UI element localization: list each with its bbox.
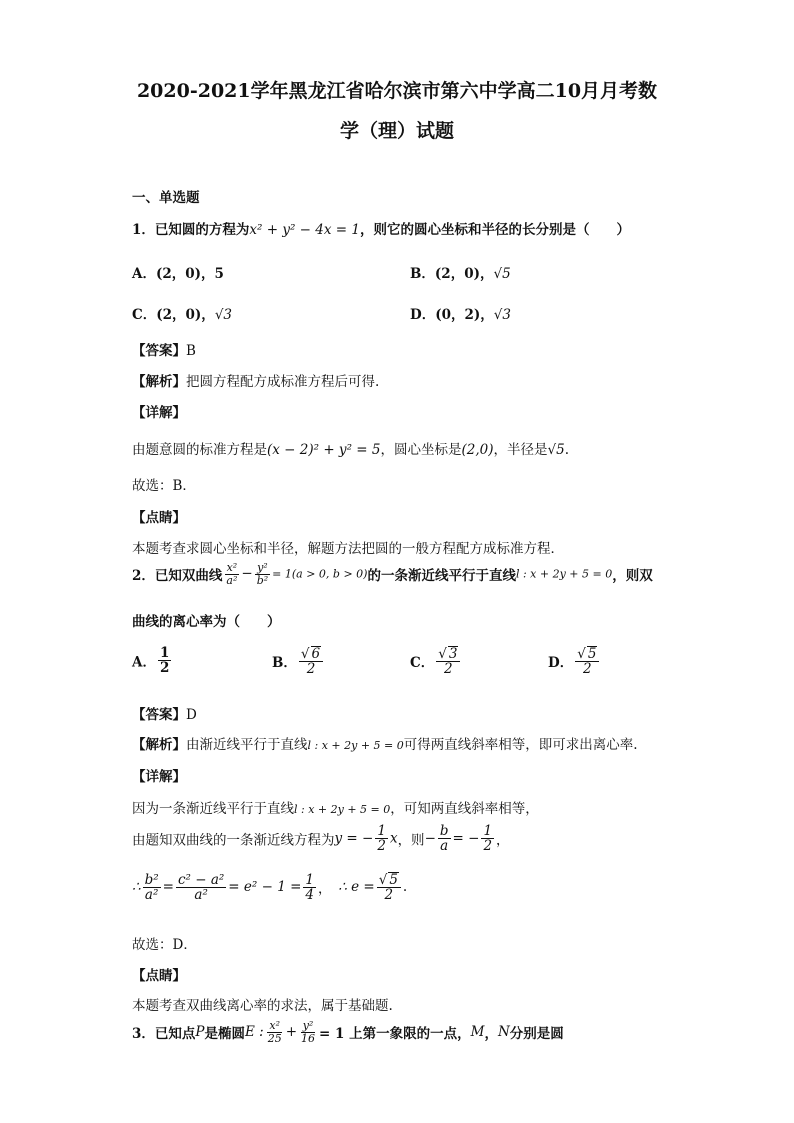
q1-comment: 本题考查求圆心坐标和半径，解题方法把圆的一般方程配方成标准方程．	[132, 541, 564, 557]
section-heading: 一、单选题	[132, 190, 200, 206]
q1-option-b: B．(2，0)，√5	[410, 266, 511, 282]
q2-detail-label: 【详解】	[132, 769, 186, 785]
q2-answer: 【答案】D	[132, 707, 197, 723]
q2-detail-2: 由题知双曲线的一条渐近线方程为y = − $\frac{1}{2}$ x，则− $\frac{b}{a}$ = − $\frac{1}{2}$ ，	[132, 823, 510, 855]
q2-option-a: A． $\frac{1}{2}$	[132, 645, 170, 677]
q1-comment-label: 【点睛】	[132, 510, 186, 526]
q1-answer: 【答案】B	[132, 343, 196, 359]
q2-detail-3: ∴ $\frac{\text{b²}}{\text{a²}}$ = $\frac{\text{c² − a²}}{\text{a²}}$ = e² − 1 = $\frac{1}{4}$ ， ∴ e = $\frac{√ 5}{2}$ .	[132, 871, 408, 904]
question-3-stem: 3．已知点P是椭圆E : $\frac{\text{x²}}{25}$ + $\frac{\text{y²}}{16}$ = 1 上第一象限的一点，M，N分别是圆	[132, 1019, 564, 1045]
q2-stem-line2: 曲线的离心率为（ ）	[132, 614, 281, 630]
q2-frac-y2-b2: $\frac{\text{y²}}{\text{b²}}$	[256, 561, 269, 587]
question-1-stem: 1．已知圆的方程为x² + y² − 4x = 1，则它的圆心坐标和半径的长分别是（ ）	[132, 222, 630, 238]
q1-option-c: C．(2，0)，√3	[132, 307, 233, 323]
q2-comment-label: 【点睛】	[132, 968, 186, 984]
q2-choose: 故选：D．	[132, 937, 197, 953]
q1-equation: x² + y² − 4x = 1	[249, 222, 360, 238]
q2-option-c: C． $\frac{√ 3}{2}$	[410, 646, 462, 676]
q1-option-a: A．(2，0)，5	[132, 266, 224, 282]
title-line-1: 2020-2021学年黑龙江省哈尔滨市第六中学高二10月月考数	[136, 80, 658, 102]
q1-analysis: 【解析】把圆方程配方成标准方程后可得.	[132, 374, 380, 390]
q1-option-d: D．(0，2)，√3	[410, 307, 511, 323]
q2-option-d: D． $\frac{√ 5}{2}$	[548, 646, 601, 676]
title-line-2: 学（理）试题	[339, 120, 454, 142]
q2-analysis: 【解析】由渐近线平行于直线l : x + 2y + 5 = 0可得两直线斜率相等，即可求出离心率.	[132, 737, 638, 753]
q2-comment: 本题考查双曲线离心率的求法，属于基础题.	[132, 998, 393, 1014]
q2-frac-x2-a2: $\frac{\text{x²}}{\text{a²}}$	[226, 561, 238, 587]
q1-detail: 由题意圆的标准方程是(x − 2)² + y² = 5，圆心坐标是(2,0)，半径是√5.	[132, 442, 569, 458]
q1-choose: 故选：B．	[132, 478, 196, 494]
q2-option-b: B． $\frac{√ 6}{2}$	[272, 646, 325, 676]
q1-detail-label: 【详解】	[132, 405, 186, 421]
q2-detail-1: 因为一条渐近线平行于直线l : x + 2y + 5 = 0，可知两直线斜率相等，	[132, 801, 539, 817]
question-2-stem: 2．已知双曲线 $\frac{\text{x²}}{\text{a²}}$ − $\frac{\text{y²}}{\text{b²}}$ = 1(a > 0, b > 0)的一条渐近线平行于直线l : x + 2y + 5 = 0，则双	[132, 561, 653, 587]
